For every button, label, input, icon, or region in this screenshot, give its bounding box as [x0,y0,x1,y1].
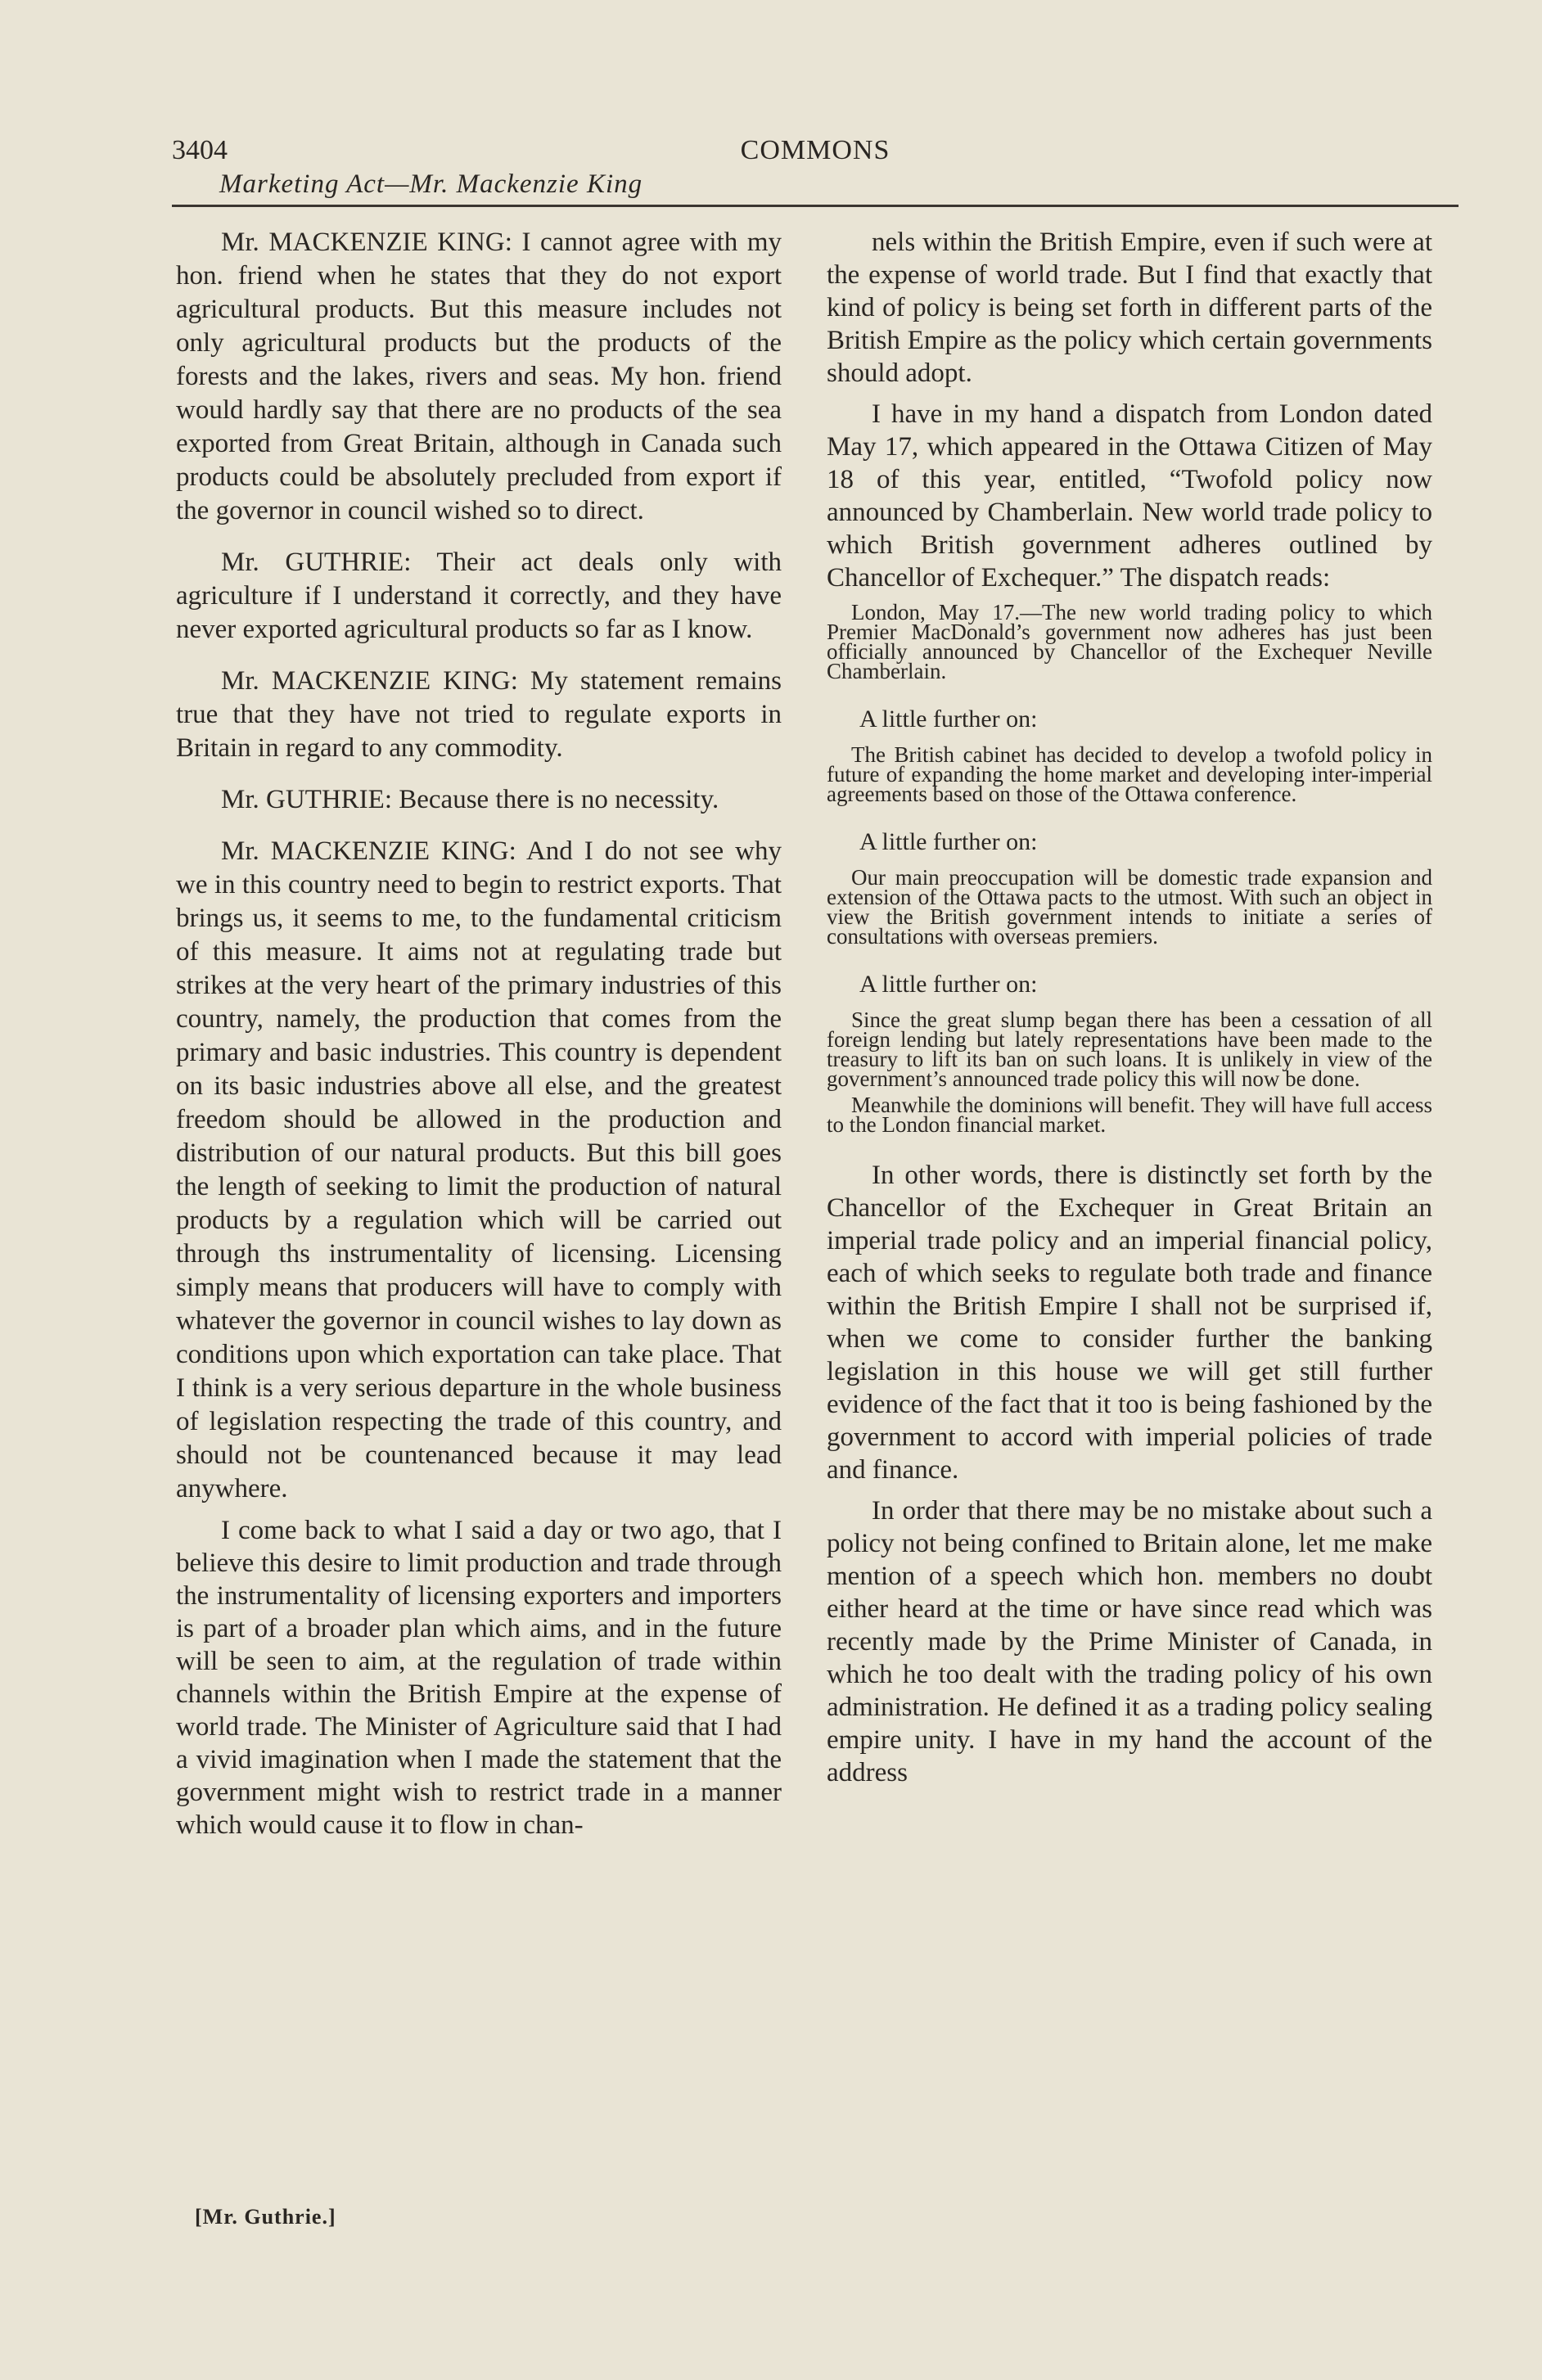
quoted-dispatch: London, May 17.—The new world trading policy to which Premier MacDonald’s government now adheres has just been officially announced by Chancellor of the Exchequer Neville Chamberlain. [827,600,1432,683]
speaker-footer: [Mr. Guthrie.] [195,2205,336,2229]
left-column [176,226,782,1841]
speech-paragraph: Mr. MACKENZIE KING: My statement remains true that they have not tried to regulate exports in Britain in regard to any commodity. [176,666,782,763]
quoted-dispatch: Our main preoccupation will be domestic trade expansion and extension of the Ottawa pacts to the utmost. With such an object in view the British government intends to initiate a series of consultations with overseas premiers. [827,865,1432,949]
right-column [827,226,1432,1789]
subject-line: Marketing Act—Mr. Mackenzie King [219,169,643,199]
lead-in-text: A little further on: [859,705,1038,732]
speech-paragraph: Mr. MACKENZIE KING: I cannot agree with my hon. friend when he states that they do not export agricultural products. But this measure includes not only agricultural products but the products of the forests and the lakes, rivers and seas. My hon. friend would hardly say that there are no products of the sea exported from Great Britain, although in Canada such products could be absolutely precluded from export if the governor in council wished so to direct. [176,228,782,525]
page-header [172,135,1459,209]
quoted-dispatch: Since the great slump began there has been a cessation of all foreign lending but lately representations have been made to the treasury to lift its ban on such loans. It is unlikely in view of the government’s announced trade policy this will now be done. [827,1007,1432,1091]
header-rule [172,205,1459,207]
lead-in-text: A little further on: [859,971,1038,998]
quoted-dispatch: Meanwhile the dominions will benefit. They will have full access to the London financial market. [827,1093,1432,1137]
speech-paragraph: Mr. GUTHRIE: Their act deals only with agriculture if I understand it correctly, and they have never exported agricultural products so far as I know. [176,548,782,644]
lead-in-text: A little further on: [859,828,1038,855]
body-paragraph: nels within the British Empire, even if such were at the expense of world trade. But I find that exactly that kind of policy is being set forth in different parts of the British Empire as the policy which certain governments should adopt. [827,228,1432,388]
speech-paragraph: Mr. MACKENZIE KING: And I do not see why we in this country need to begin to restrict exports. That brings us, it seems to me, to the fundamental criticism of this measure. It aims not at regulating trade but strikes at the very heart of the primary industries of this country, namely, the production that comes from the primary and basic industries. This country is dependent on its basic industries above all else, and the greatest freedom should be allowed in the production and distribution of our natural products. But this bill goes the length of seeking to limit the production of natural products by a regulation which will be carried out through ths instrumentality of licensing. Licensing simply means that producers will have to comply with whatever the governor in council wishes to lay down as conditions upon which exportation can take place. That I think is a very serious departure in the whole business of legislation respecting the trade of this country, and should not be countenanced because it may lead anywhere. [176,836,782,1503]
speech-paragraph: Mr. GUTHRIE: Because there is no necessity. [221,785,719,814]
running-head: COMMONS [740,135,890,165]
body-paragraph: In order that there may be no mistake about such a policy not being confined to Britain alone, let me make mention of a speech which hon. members no doubt either heard at the time or have since read which was recently made by the Prime Minister of Canada, in which he too dealt with the trading policy of his own administration. He defined it as a trading policy sealing empire unity. I have in my hand the account of the address [827,1496,1432,1787]
body-paragraph: I come back to what I said a day or two ago, that I believe this desire to limit production and trade through the instrumentality of licensing exporters and importers is part of a broader plan which aims, and in the future will be seen to aim, at the regulation of trade within channels within the British Empire at the expense of world trade. The Minister of Agriculture said that I had a vivid imagination when I made the statement that the government might wish to restrict trade in a manner which would cause it to flow in chan- [176,1516,782,1840]
page-number: 3404 [172,135,228,165]
quoted-dispatch: The British cabinet has decided to develop a twofold policy in future of expanding the home market and developing inter-imperial agreements based on those of the Ottawa conference. [827,742,1432,806]
body-paragraph: I have in my hand a dispatch from London dated May 17, which appeared in the Ottawa Citizen of May 18 of this year, entitled, “Twofold policy now announced by Chamberlain. New world trade policy to which British government adheres outlined by Chancellor of Exchequer.” The dispatch reads: [827,399,1432,593]
body-paragraph: In other words, there is distinctly set forth by the Chancellor of the Exchequer in Great Britain an imperial trade policy and an imperial financial policy, each of which seeks to regulate both trade and finance within the British Empire I shall not be surprised if, when we come to consider further the banking legislation in this house we will get still further evidence of the fact that it too is being fashioned by the government to accord with imperial policies of trade and finance. [827,1161,1432,1485]
